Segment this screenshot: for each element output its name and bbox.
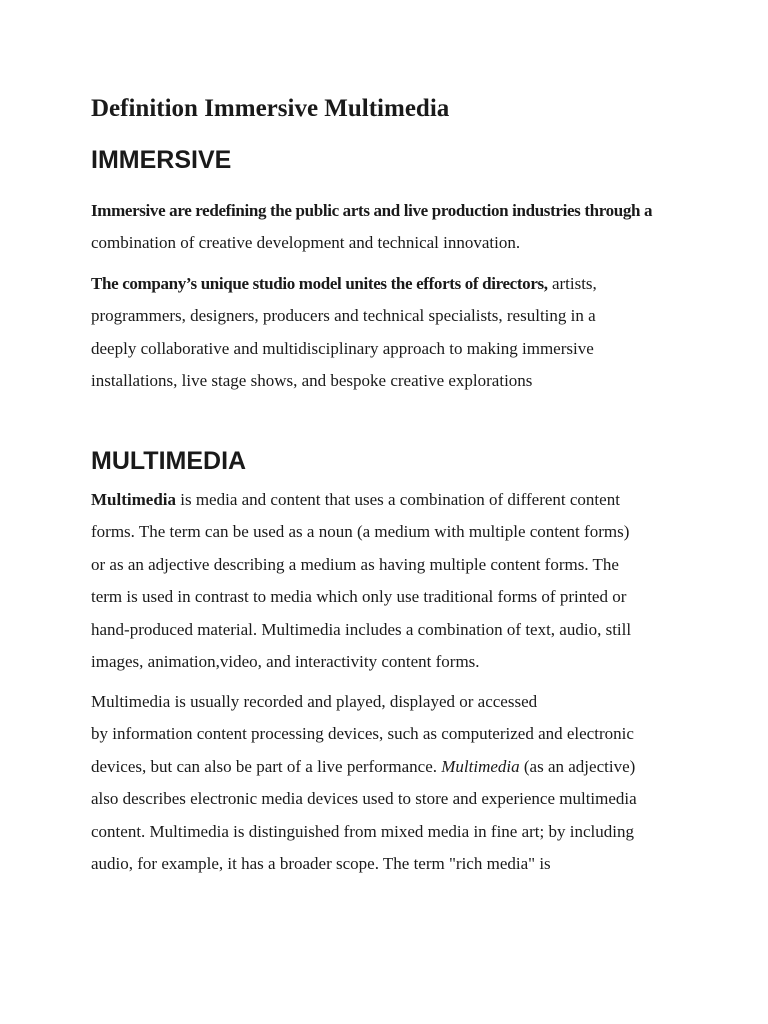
text-line: installations, live stage shows, and bespoke creative explorations (91, 371, 533, 391)
multimedia-paragraph-2 (91, 686, 691, 880)
immersive-paragraph-2 (91, 268, 691, 398)
text-line: Immersive are redefining the public arts and live production industries through a (91, 201, 653, 220)
heading-immersive: IMMERSIVE (91, 146, 232, 174)
text-line (91, 751, 691, 783)
text-line: also describes electronic media devices used to store and experience multimedia (91, 789, 637, 809)
text-line: deeply collaborative and multidisciplinary approach to making immersive (91, 338, 594, 358)
text-line: combination of creative development and technical innovation. (91, 233, 521, 253)
heading-multimedia: MULTIMEDIA (91, 447, 247, 475)
italic-term: Multimedia (441, 756, 520, 776)
term-bold: Multimedia (91, 490, 176, 509)
text-run: is media and content that uses a combination of different content (176, 490, 620, 509)
text-run: (as an adjective) (519, 756, 636, 776)
text-line: by information content processing devices, such as computerized and electronic (91, 724, 634, 744)
text-line: images, animation,video, and interactivity content forms. (91, 652, 480, 672)
text-line: content. Multimedia is distinguished from mixed media in fine art; by including (91, 821, 634, 841)
text-line: term is used in contrast to media which only use traditional forms of printed or (91, 587, 627, 607)
bold-text: The company’s unique studio model unites the efforts of directors, (91, 274, 548, 293)
text-line: or as an adjective describing a medium as having multiple content forms. The (91, 554, 619, 574)
text-line: hand-produced material. Multimedia includes a combination of text, audio, still (91, 619, 632, 639)
immersive-paragraph-1 (91, 195, 691, 260)
text-line: audio, for example, it has a broader scope. The term "rich media" is (91, 854, 551, 874)
text-line (91, 268, 691, 300)
page-title: Definition Immersive Multimedia (91, 95, 450, 122)
text-line (91, 484, 691, 516)
multimedia-paragraph-1 (91, 484, 691, 678)
text-line: forms. The term can be used as a noun (a medium with multiple content forms) (91, 522, 630, 542)
text-run: artists, (547, 274, 597, 293)
text-line: programmers, designers, producers and technical specialists, resulting in a (91, 306, 596, 326)
text-line: Multimedia is usually recorded and played, displayed or accessed (91, 692, 538, 711)
text-run: devices, but can also be part of a live performance. (91, 756, 442, 776)
